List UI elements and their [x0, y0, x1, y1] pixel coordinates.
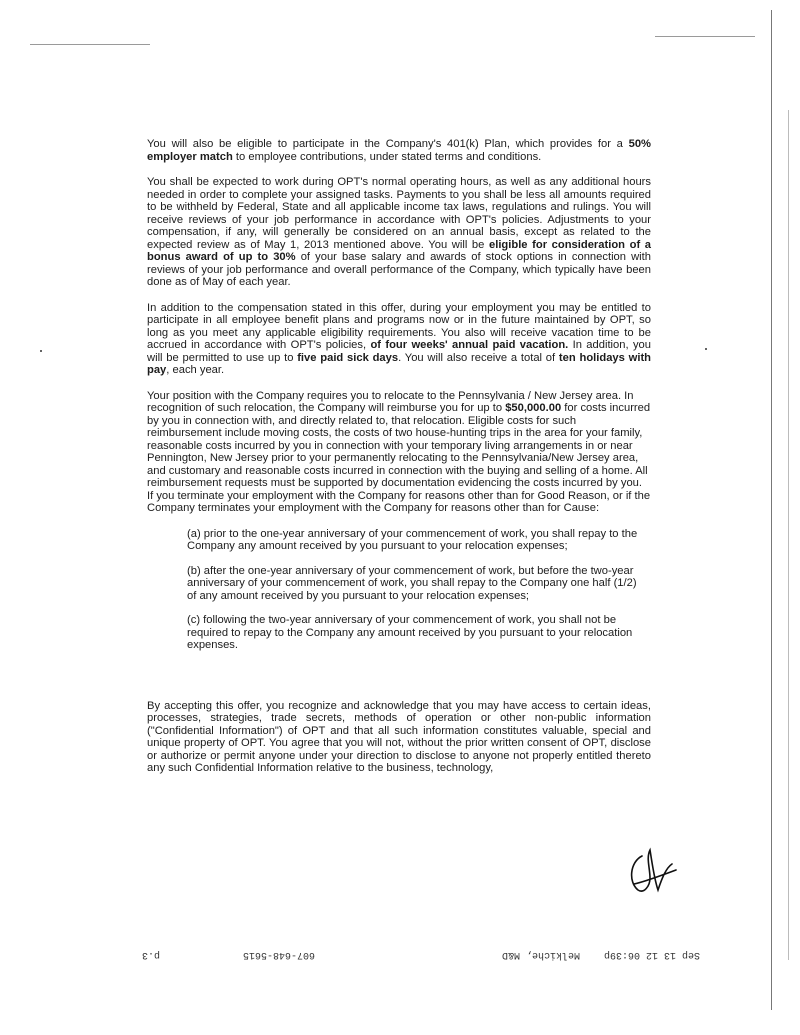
fax-timestamp: Sep 13 12 06:39p — [603, 949, 700, 960]
clause-b: (b) after the one-year anniversary of your commencement of work, but before the two-year anniversary of your commencement of work, you shall repay to the Company one half (1/2) of any amount received by you pursuant to your relocation expenses; — [187, 564, 637, 602]
paragraph-compensation — [147, 176, 651, 289]
text-run: You will also be eligible to participate in the Company's 401(k) Plan, which provides for a — [147, 138, 629, 150]
text-run: to employee contributions, under stated terms and conditions. — [232, 150, 542, 163]
fax-sender: Melkiche, M&D — [501, 949, 580, 960]
fax-page-number: p.3 — [141, 949, 160, 960]
scan-edge-line — [771, 10, 772, 1010]
scan-edge-line-faint — [788, 110, 789, 960]
paragraph-relocation — [147, 390, 651, 515]
scan-noise-top-left — [30, 44, 150, 45]
fax-phone: 607-648-5615 — [242, 949, 315, 960]
text-run: . You will also receive a total of — [398, 351, 559, 364]
bold-run: eligible for consideration of a bonus award of up to 30% — [147, 238, 651, 263]
letter-body — [147, 138, 651, 788]
paragraph-confidentiality: By accepting this offer, you recognize and acknowledge that you may have access to certain ideas, processes, strategies, trade secrets, methods of operation or other non-public information ("Confidential Information") of OPT and that all such information constitutes valuable, special and unique property of OPT. You agree that you will not, without the prior written consent of OPT, disclose or authorize or permit anyone under your direction to disclose to anyone not properly entitled thereto any such Confidential Information relative to the business, technology, — [147, 699, 651, 774]
bold-run: 50% employer match — [147, 138, 651, 163]
bold-run: $50,000.00 — [505, 402, 562, 414]
bold-run: five paid sick days — [297, 351, 399, 364]
scan-speck — [40, 350, 42, 352]
paragraph-benefits — [147, 302, 651, 377]
bold-run: of four weeks' annual paid vacation. — [370, 339, 569, 351]
text-run: for costs incurred by you in connection with, and directly related to, that relocation. Eligible costs for such reimbursement include moving costs, the costs of two house-hunting trips in the area for your family, reasonable costs incurred by you in connection with your temporary living arrangements in or near Pennington, New Jersey prior to your permanently relocating to the Pennsylvania/New Jersey area, and customary and reasonable costs incurred in connection with the buying and selling of a home. All reimbursement requests must be supported by documentation evidencing the costs incurred by you. If you terminate your employment with the Company for reasons other than for Good Reason, or if the Company terminates your employment with the Company for reasons other than for Cause: — [147, 402, 651, 514]
fax-header-upside-down — [100, 938, 700, 968]
text-run: of your base salary and awards of stock options in connection with reviews of your job performance and overall performance of the Company, which typically have been done as of May of each year. — [147, 251, 651, 288]
scan-noise-top-right — [655, 36, 755, 37]
paragraph-401k — [147, 138, 651, 163]
initials-signature — [620, 838, 680, 898]
text-run: , each year. — [166, 364, 225, 376]
text-run: In addition to the compensation stated in this offer, during your employment you may be entitled to participate in all employee benefit plans and programs now or in the future maintained by OPT, so long as you meet any applicable eligibility requirements. You also will receive vacation time to be accrued in accordance with OPT's policies, — [147, 301, 651, 351]
scan-speck — [705, 348, 707, 350]
text-run: In addition, you will be permitted to use up to — [147, 339, 651, 364]
clause-a: (a) prior to the one-year anniversary of your commencement of work, you shall repay to the Company any amount received by you pursuant to your relocation expenses; — [187, 527, 638, 552]
spacer — [147, 664, 651, 700]
text-run: You shall be expected to work during OPT's normal operating hours, as well as any additional hours needed in order to complete your assigned tasks. Payments to you shall be less all amounts required to be withheld by Federal, State and all applicable income tax laws, regulations and rulings. You will receive reviews of your job performance in accordance with OPT's policies. Adjustments to your compensation, if any, will generally be considered on an annual basis, except as related to the expected review as of May 1, 2013 mentioned above. You will be — [147, 176, 651, 251]
bold-run: ten holidays with pay — [147, 351, 652, 376]
text-run: Your position with the Company requires you to relocate to the Pennsylvania / New Jersey area. In recognition of such relocation, the Company will reimburse you for up to — [147, 389, 634, 414]
clause-c: (c) following the two-year anniversary of your commencement of work, you shall not be required to repay to the Company any amount received by you pursuant to your relocation expenses. — [187, 614, 633, 651]
